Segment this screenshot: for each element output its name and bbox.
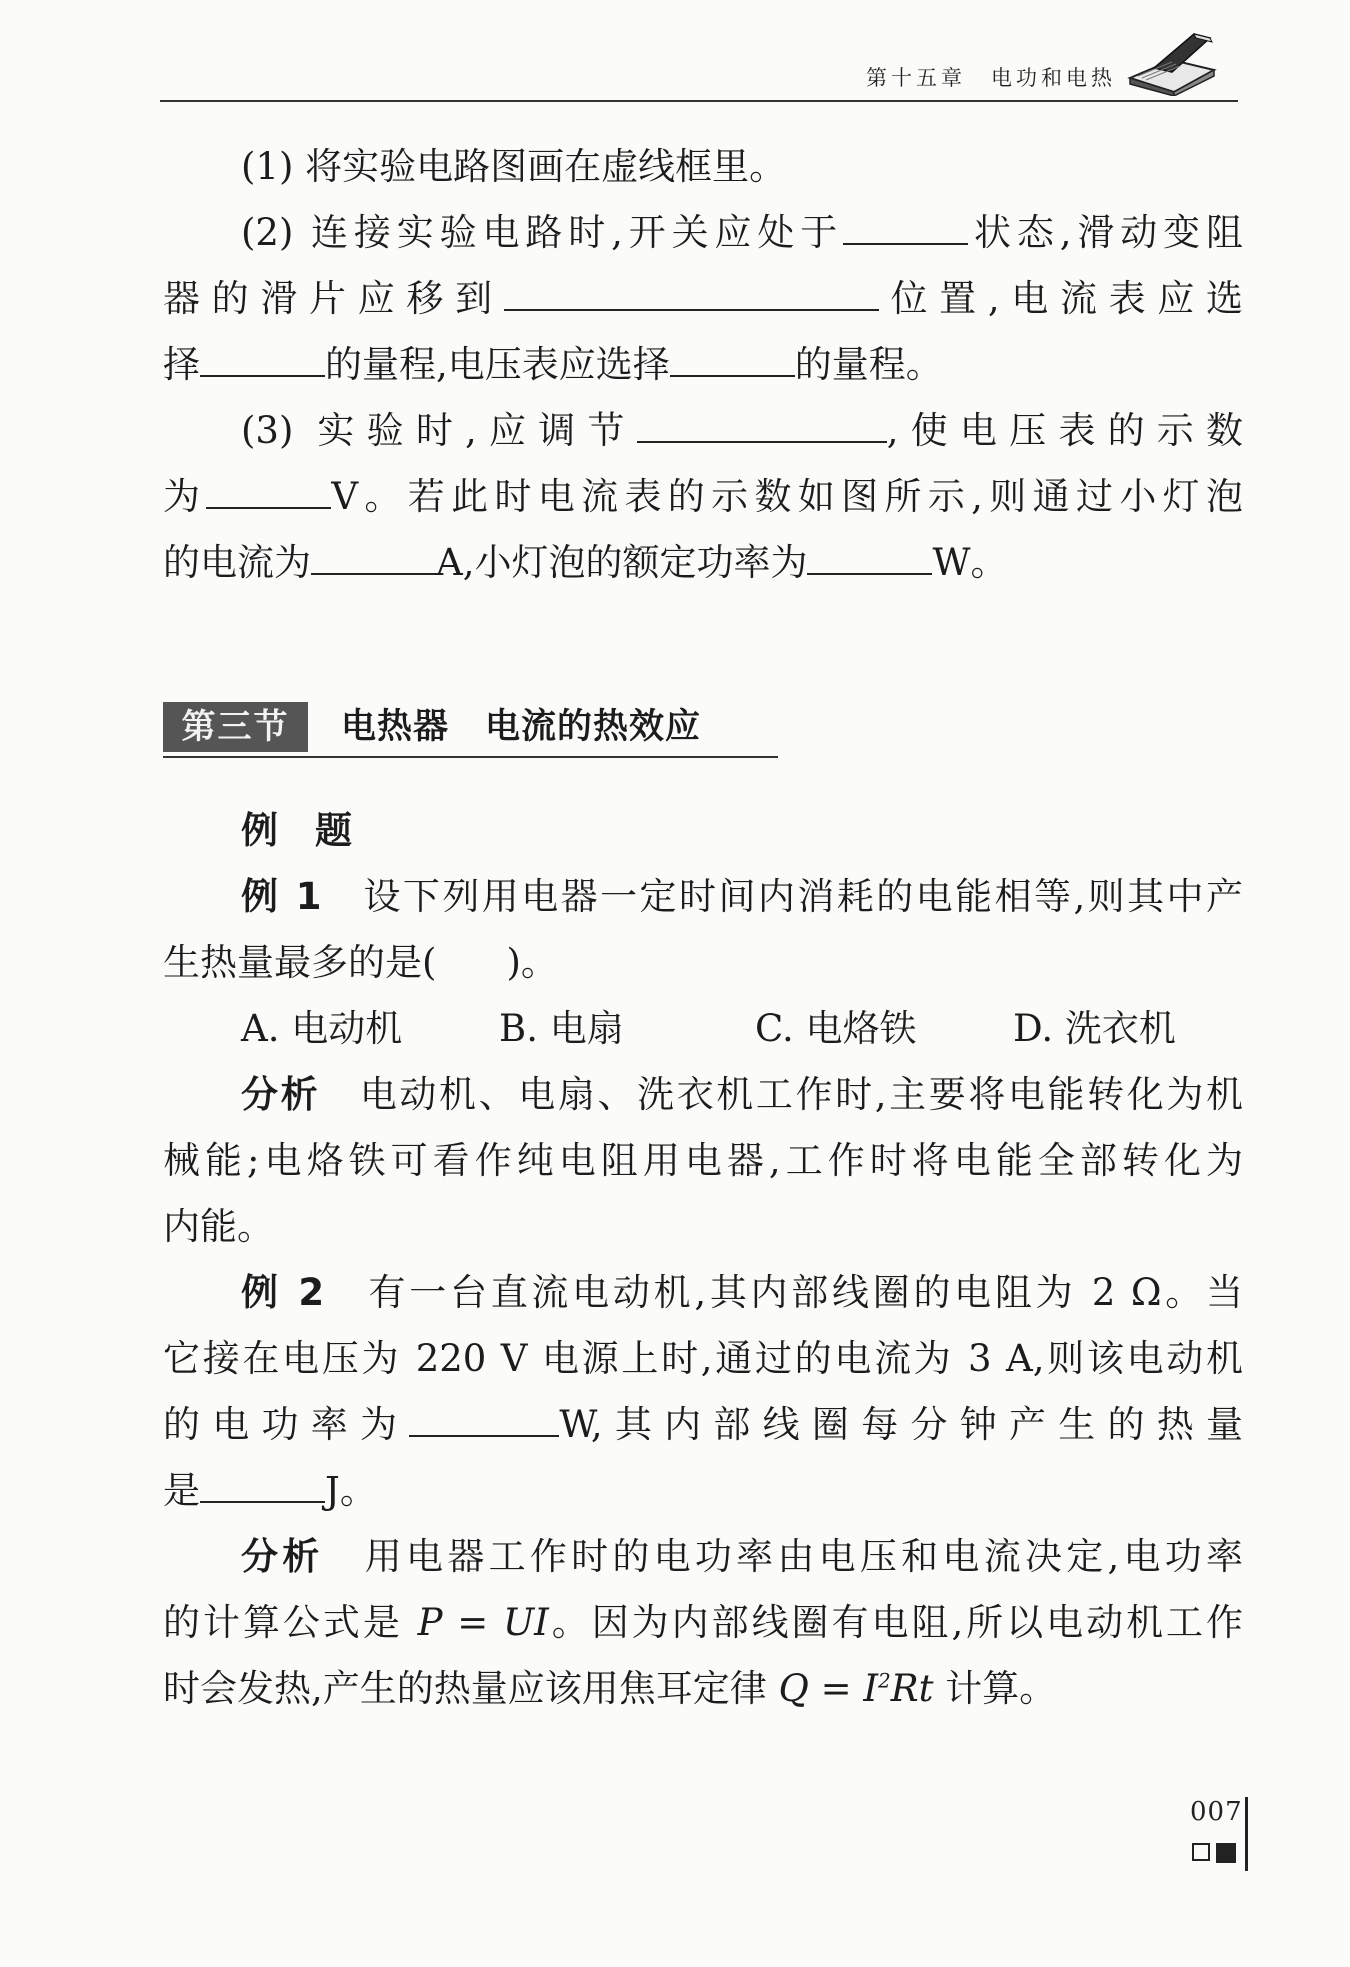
formula-power: P = UI [417,1601,549,1644]
analysis-2-line-1: 分析 用电器工作时的电功率由电压和电流决定,电功率 [241,1535,1243,1578]
analysis-2-line-3: 时会发热,产生的热量应该用焦耳定律 $Q = I^2Rt$ 计算。 [163,1667,1057,1710]
question-3-line-3: 的电流为 A,小灯泡的额定功率为 W。 [163,541,1008,584]
examples-block [163,798,1243,1722]
page-number: 007 [1190,1797,1243,1827]
analysis-label: 分析 [241,1535,324,1578]
question-2-line-1: (2) 连接实验电路时,开关应处于 状态,滑动变阻 [241,211,1243,254]
answer-blank [637,407,887,443]
option-b: B. 电扇 [499,1007,624,1050]
question-2-line-3: 择 的量程,电压表应选择 的量程。 [163,343,943,386]
answer-blank [807,539,932,575]
analysis-2-line-2: 的计算公式是 P = UI。因为内部线圈有电阻,所以电动机工作 [163,1601,1243,1644]
example-2-line-1: 例 2 有一台直流电动机,其内部线圈的电阻为 2 Ω。当 [241,1271,1243,1314]
example-2-line-2: 它接在电压为 220 V 电源上时,通过的电流为 3 A,则该电动机 [163,1337,1243,1380]
question-1: (1) 将实验电路图画在虚线框里。 [241,145,787,188]
analysis-1-line-2: 械能;电烙铁可看作纯电阻用电器,工作时将电能全部转化为 [163,1139,1243,1182]
question-3-line-2: 为 V。若此时电流表的示数如图所示,则通过小灯泡 [163,475,1243,518]
example-2-label: 例 2 [241,1271,325,1314]
formula-joule: $Q = I^2Rt$ [778,1667,934,1710]
book-icon [1124,26,1220,96]
answer-blank [200,1467,325,1503]
option-c: C. 电烙铁 [755,1007,917,1050]
section-title: 电热器 电流的热效应 [341,707,702,747]
example-1-line-2: 生热量最多的是( )。 [163,941,558,984]
answer-blank [200,341,325,377]
answer-blank [206,473,331,509]
chapter-title: 第十五章 电功和电热 [866,66,1116,90]
answer-blank [409,1401,559,1437]
answer-blank [311,539,436,575]
example-1-options [163,996,1243,1062]
square-filled-icon [1216,1843,1236,1863]
section-tag: 第三节 [163,702,308,752]
answer-blank [843,209,968,245]
example-1-line-1: 例 1 设下列用电器一定时间内消耗的电能相等,则其中产 [241,875,1243,918]
question-3-line-1: (3) 实验时,应调节 ,使电压表的示数 [241,409,1243,452]
page-number-bar [1245,1797,1248,1871]
example-2-line-3: 的电功率为 W,其内部线圈每分钟产生的热量 [163,1403,1243,1446]
analysis-1-line-1: 分析 电动机、电扇、洗衣机工作时,主要将电能转化为机 [241,1073,1243,1116]
part1-block [163,134,1243,596]
example-2-line-4: 是 J。 [163,1469,377,1512]
option-d: D. 洗衣机 [1013,1007,1176,1050]
example-1-label: 例 1 [241,875,322,918]
analysis-label: 分析 [241,1073,321,1116]
answer-blank [504,275,879,311]
analysis-1-line-3: 内能。 [163,1205,274,1248]
option-a: A. 电动机 [241,1007,403,1050]
section-heading [163,700,778,758]
square-outline-icon [1192,1843,1210,1861]
running-header [160,58,1238,102]
question-2-line-2: 器的滑片应移到 位置,电流表应选 [163,277,1243,320]
examples-heading: 例 题 [241,809,352,852]
answer-blank [670,341,795,377]
